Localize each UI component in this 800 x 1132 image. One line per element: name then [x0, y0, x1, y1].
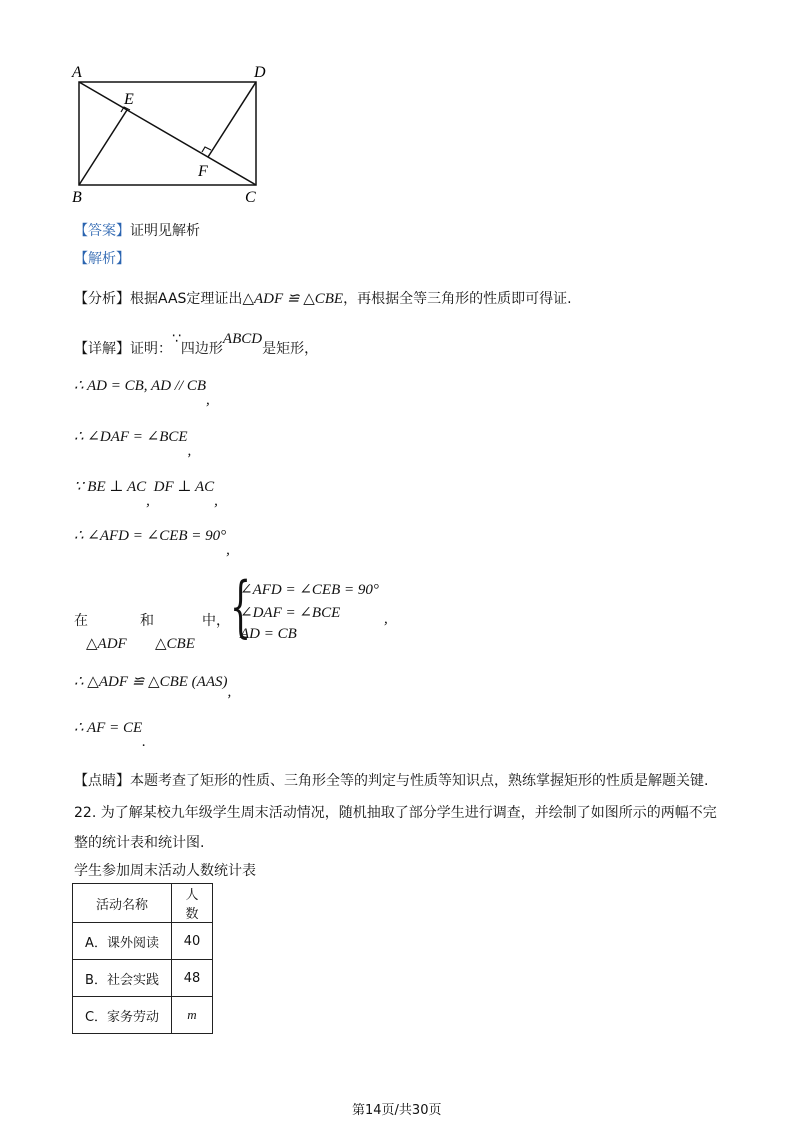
- label-a: A: [72, 64, 82, 81]
- step-2: ∴ ∠DAF = ∠BCE,: [74, 429, 192, 459]
- header-count: 人数: [172, 884, 213, 923]
- step-3: ∵ BE ⊥ AC, DF ⊥ AC,: [74, 479, 218, 509]
- system-brace: {: [230, 568, 251, 645]
- table-row: C．家务劳动 m: [73, 997, 213, 1034]
- system-line-1: ∠AFD = ∠CEB = 90°: [240, 582, 379, 598]
- header-activity: 活动名称: [73, 884, 172, 923]
- detail-tag: 【详解】: [74, 341, 130, 357]
- page-footer: 第14页/共30页: [352, 1103, 442, 1118]
- label-b: B: [72, 189, 82, 206]
- step-1: ∴ AD = CB, AD // CB,: [74, 378, 210, 408]
- fenxi-pre: 根据AAS定理证出: [130, 291, 243, 307]
- fenxi-tag: 【分析】: [74, 291, 130, 307]
- q22-line-2: 整的统计表和统计图.: [74, 835, 205, 851]
- label-c: C: [245, 189, 256, 206]
- fenxi-post: ，再根据全等三角形的性质即可得证.: [343, 291, 572, 307]
- right-angle-f: [202, 147, 211, 152]
- he-text: 和: [140, 613, 154, 629]
- segment-df: [208, 82, 256, 157]
- system-line-3: AD = CB: [240, 626, 297, 642]
- answer-tag: 【答案】: [74, 223, 130, 239]
- segment-be: [79, 110, 127, 185]
- dianjing-line: [74, 770, 708, 790]
- answer-line: [74, 220, 200, 240]
- analysis-tag: 【解析】: [74, 251, 130, 267]
- fenxi-math: △ADF ≌ △CBE: [242, 291, 344, 307]
- zhong-text: 中，: [202, 613, 230, 629]
- table-row: B．社会实践 48: [73, 960, 213, 997]
- q22-line-1: 22. 为了解某校九年级学生周末活动情况，随机抽取了部分学生进行调查，并绘制了如图所示的两幅不完: [74, 805, 717, 821]
- dianjing-text: 本题考查了矩形的性质、三角形全等的判定与性质等知识点，熟练掌握矩形的性质是解题关键.: [130, 773, 709, 789]
- table-header-row: [73, 884, 213, 923]
- step-5: ∴ △ADF ≌ △CBE (AAS),: [74, 674, 232, 700]
- label-d: D: [254, 64, 266, 81]
- triangle-cbe: △CBE: [155, 636, 195, 652]
- zai-text: 在: [74, 613, 88, 629]
- because-symbol: ∵: [172, 331, 181, 347]
- detail-pre: 证明：: [130, 341, 172, 357]
- fenxi-line: [74, 288, 572, 308]
- label-f: F: [198, 163, 208, 180]
- rectangle-figure: [0, 0, 800, 220]
- detail-abcd: ABCD: [222, 331, 263, 347]
- label-e: E: [124, 91, 134, 108]
- system-line-2: ∠DAF = ∠BCE: [240, 605, 341, 621]
- stats-table: [72, 883, 213, 1034]
- dianjing-tag: 【点睛】: [74, 773, 130, 789]
- table-title: 学生参加周末活动人数统计表: [74, 863, 256, 879]
- table-row: A．课外阅读 40: [73, 923, 213, 960]
- detail-line: [74, 331, 319, 358]
- triangle-adf: △ADF: [86, 636, 127, 652]
- diagonal-ac: [79, 82, 256, 185]
- step-6: ∴ AF = CE.: [74, 720, 146, 750]
- answer-text: 证明见解析: [130, 223, 200, 239]
- detail-post: 是矩形，: [262, 341, 319, 357]
- system-tail: ,: [384, 611, 388, 627]
- detail-quad: 四边形: [180, 341, 223, 357]
- step-4: ∴ ∠AFD = ∠CEB = 90°,: [74, 528, 230, 558]
